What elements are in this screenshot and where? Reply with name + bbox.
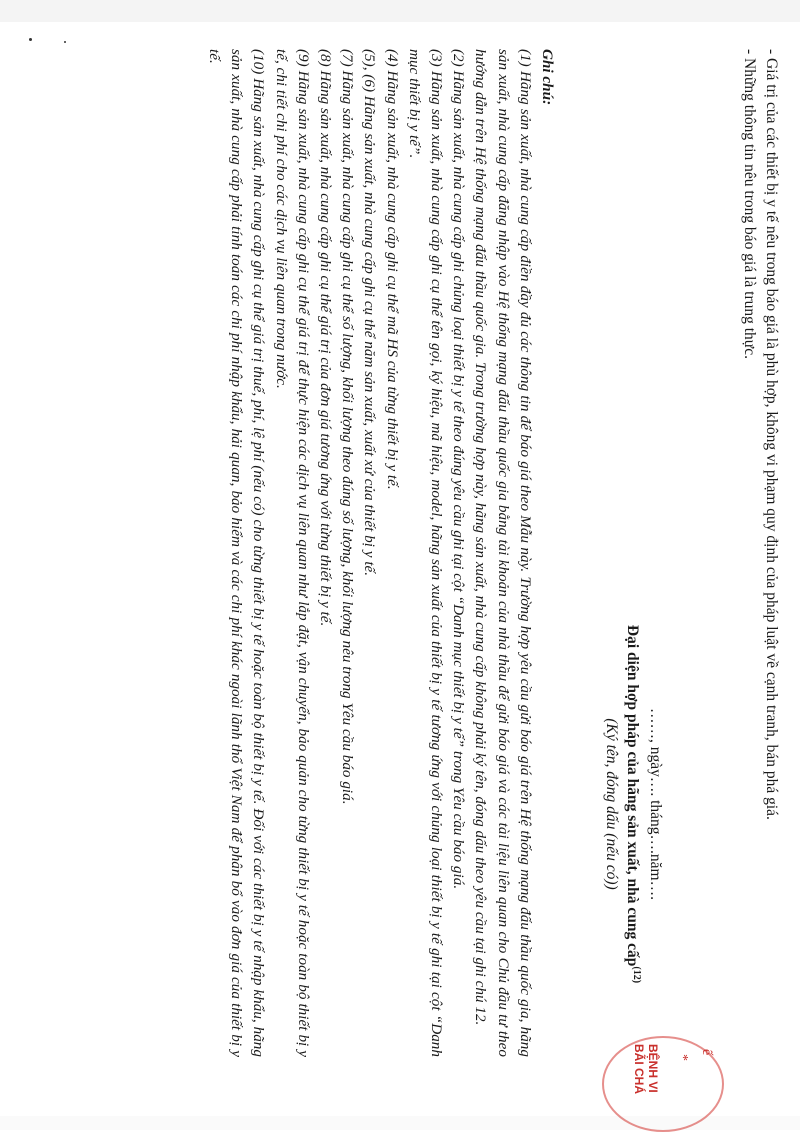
note-item-3: (3) Hãng sản xuất, nhà cung cấp ghi cụ thể tên gọi, ký hiệu, mã hiệu, model, hãng sản xuất của thiết bị y tế tương ứng với chủng loại thiết bị y tế ghi tại cột “Danh mục thiết bị y tế”. (405, 49, 445, 1057)
signature-title-text: Đại diện hợp pháp của hãng sản xuất, nhà cung cấp (623, 624, 641, 967)
notes-section (203, 49, 558, 1057)
note-item-8: (8) Hãng sản xuất, nhà cung cấp ghi cụ thể giá trị của đơn giá tương ứng với từng thiết bị y tế. (316, 49, 334, 627)
note-item-7: (7) Hãng sản xuất, nhà cung cấp ghi cụ thể số lượng, khối lượng theo đúng số lượng, khối lượng nêu trong Yêu cầu báo giá. (339, 49, 357, 805)
note-item-5-6: (5), (6) Hãng sản xuất, nhà cung cấp ghi cụ thể năm sản xuất, xuất xứ của thiết bị y tế. (361, 49, 379, 577)
signature-subtitle: (Ký tên, đóng dấu (nếu có)) (603, 718, 620, 890)
signature-title-footnote: (12) (631, 966, 642, 984)
stamp-mark: ế (699, 1049, 714, 1056)
note-item-10: (10) Hãng sản xuất, nhà cung cấp ghi cụ thể giá trị thuế, phí, lệ phí (nếu có) cho từng thiết bị y tế hoặc toàn bộ thiết bị y tế. Đối với các thiết bị y tế nhập khẩu, hãng sản xuất, nhà cung cấp phải tính toán các chi phí nhập khẩu, hải quan, bảo hiểm và các chi phí khác ngoài lãnh thổ Việt Nam để phân bổ vào đơn giá của thiết bị y tế. (205, 49, 268, 1057)
signature-date-line: ……, ngày…. tháng….năm…. (647, 707, 664, 900)
document-page (2, 4, 782, 1104)
stamp-text-line-2: BÃI CHÁ (632, 1044, 646, 1094)
signature-title (623, 514, 642, 1094)
declaration-block (738, 49, 782, 1069)
stamp-star-icon: * (675, 1054, 690, 1061)
notes-title: Ghi chú: (539, 49, 556, 106)
note-item-4: (4) Hãng sản xuất, nhà cung cấp ghi cụ thể mã HS của từng thiết bị y tế. (383, 49, 401, 490)
rotated-page (2, 4, 782, 1104)
note-item-9: (9) Hãng sản xuất, nhà cung cấp ghi cụ thể giá trị để thực hiện các dịch vụ liên quan như lắp đặt, vận chuyển, bảo quản cho từng thiết bị y tế hoặc toàn bộ thiết bị y tế, chi tiết chi phí cho các dịch vụ liên quan trong nước. (272, 49, 312, 1057)
declaration-line-1: - Giá trị của các thiết bị y tế nêu trong báo giá là phù hợp, không vi phạm quy định của pháp luật về cạnh tranh, bán phá giá. (763, 49, 780, 820)
note-item-2: (2) Hãng sản xuất, nhà cung cấp ghi chủng loại thiết bị y tế theo đúng yêu cầu ghi tại cột “Danh mục thiết bị y tế” trong Yêu cầu báo giá. (450, 49, 468, 890)
note-item-1: (1) Hãng sản xuất, nhà cung cấp điền đầy đủ các thông tin để báo giá theo Mẫu này. Trường hợp yêu cầu gửi báo giá trên Hệ thống mạng đấu thầu quốc gia, hãng sản xuất, nhà cung cấp đăng nhập vào Hệ thống mạng đấu thầu quốc gia bằng tài khoản của nhà thầu để gửi báo giá và các tài liệu liên quan cho Chủ đầu tư theo hướng dẫn trên Hệ thống mạng đấu thầu quốc gia. Trong trường hợp này, hãng sản xuất, nhà cung cấp không phải ký tên, đóng dấu theo yêu cầu tại ghi chú 12. (472, 49, 534, 1057)
declaration-line-2: - Những thông tin nêu trong báo giá là trung thực. (741, 49, 758, 359)
stamp-text-line-1: BỆNH VI (646, 1044, 660, 1093)
